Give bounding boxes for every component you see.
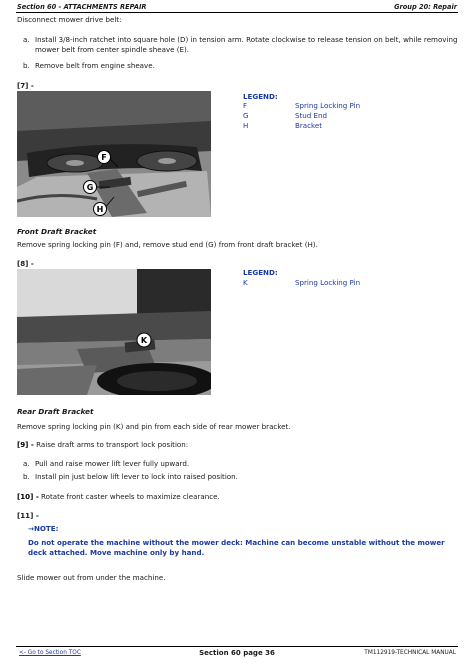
legend-8-title: LEGEND: bbox=[243, 268, 278, 277]
step-7-label: [7] - bbox=[17, 81, 34, 90]
step-9a-text: Pull and raise mower lift lever fully upward. bbox=[35, 459, 190, 468]
legend-7-title: LEGEND: bbox=[243, 92, 278, 101]
step-10-text: Rotate front caster wheels to maximize clearance. bbox=[41, 492, 220, 501]
callout-f bbox=[98, 151, 111, 164]
step-11-label: [11] - bbox=[17, 511, 39, 520]
callout-h bbox=[94, 203, 107, 216]
substep-a-marker: a. bbox=[23, 35, 30, 44]
legend-7-desc-f: Spring Locking Pin bbox=[295, 101, 361, 110]
note-line-2: deck attached. Move machine only by hand. bbox=[28, 548, 205, 557]
footer-rule bbox=[16, 646, 458, 647]
section-header: Section 60 - ATTACHMENTS REPAIR bbox=[17, 3, 147, 11]
step-8-text: Remove spring locking pin (K) and pin from each side of rear mower bracket. bbox=[17, 422, 291, 431]
callout-layer-7 bbox=[80, 145, 120, 220]
legend-8-key-k: K bbox=[243, 278, 248, 287]
rear-draft-bracket-photo bbox=[17, 269, 211, 395]
substep-a-line1: Install 3/8-inch ratchet into square hole (D) in tension arm. Rotate clockwise to release tension on belt, while removing bbox=[35, 35, 458, 44]
callout-k bbox=[137, 333, 151, 347]
svg-text:K: K bbox=[140, 336, 148, 345]
step-10 bbox=[17, 492, 220, 502]
closing-text: Slide mower out from under the machine. bbox=[17, 573, 166, 582]
page-number: Section 60 page 36 bbox=[199, 649, 275, 657]
svg-text:G: G bbox=[86, 183, 94, 192]
callout-layer-8 bbox=[130, 326, 160, 356]
header-rule bbox=[16, 12, 458, 13]
legend-7-key-g: G bbox=[243, 111, 249, 120]
step-10-label: [10] - bbox=[17, 492, 39, 501]
step-9-label: [9] - bbox=[17, 440, 34, 449]
svg-text:F: F bbox=[101, 153, 107, 162]
legend-7-desc-g: Stud End bbox=[295, 111, 328, 120]
substep-a-line2: mower belt from center spindle sheave (E). bbox=[35, 45, 190, 54]
legend-8-desc-k: Spring Locking Pin bbox=[295, 278, 361, 287]
note-line-1: Do not operate the machine without the mower deck: Machine can become unstable without the mower bbox=[28, 538, 445, 547]
manual-id: TM112919-TECHNICAL MANUAL bbox=[364, 650, 456, 656]
group-header: Group 20: Repair bbox=[394, 3, 457, 11]
legend-7-key-f: F bbox=[243, 101, 248, 110]
step-8-label: [8] - bbox=[17, 259, 34, 268]
go-to-section-toc-link[interactable]: <- Go to Section TOC bbox=[19, 650, 81, 656]
svg-text:H: H bbox=[96, 205, 104, 214]
intro-text: Disconnect mower drive belt: bbox=[17, 15, 122, 24]
legend-7-desc-h: Bracket bbox=[295, 121, 323, 130]
rear-draft-bracket-caption: Rear Draft Bracket bbox=[17, 407, 94, 416]
step-9 bbox=[17, 440, 188, 450]
step-9b-marker: b. bbox=[23, 472, 30, 481]
step-7-text: Remove spring locking pin (F) and, remove stud end (G) from front draft bracket (H). bbox=[17, 240, 318, 249]
legend-7-key-h: H bbox=[243, 121, 249, 130]
callout-g bbox=[84, 181, 97, 194]
step-9-text: Raise draft arms to transport lock position: bbox=[36, 440, 189, 449]
step-9a-marker: a. bbox=[23, 459, 30, 468]
substep-b-line1: Remove belt from engine sheave. bbox=[35, 61, 155, 70]
substep-b-marker: b. bbox=[23, 61, 30, 70]
front-draft-bracket-caption: Front Draft Bracket bbox=[17, 227, 97, 236]
note-heading: →NOTE: bbox=[28, 524, 59, 533]
step-9b-text: Install pin just below lift lever to lock into raised position. bbox=[35, 472, 238, 481]
